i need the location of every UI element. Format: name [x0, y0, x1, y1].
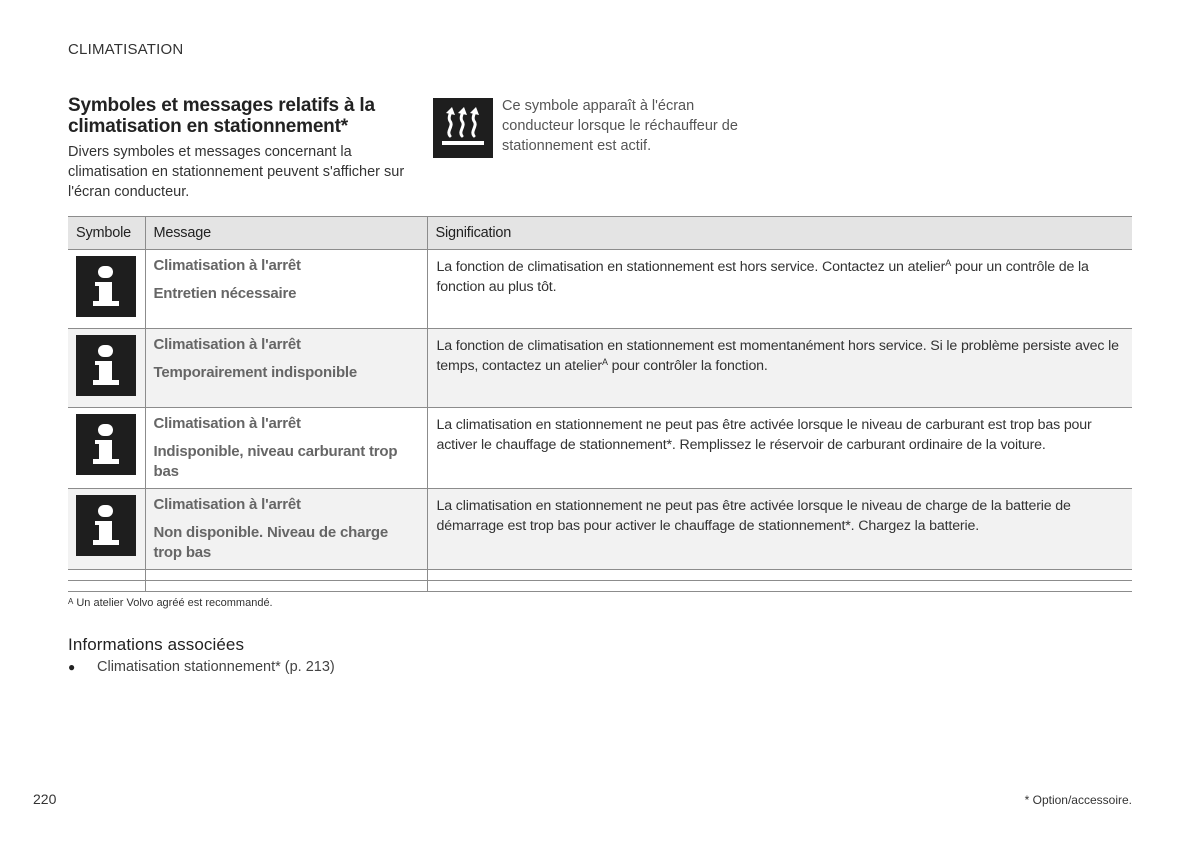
meaning-cell — [427, 250, 1132, 329]
message-cell — [145, 250, 427, 329]
intro-text: Divers symboles et messages concernant la climatisation en stationnement peuvent s'afficher sur l'écran conducteur. — [68, 144, 405, 200]
symbol-cell — [68, 489, 145, 570]
empty-row — [68, 581, 1132, 592]
symbol-cell — [68, 250, 145, 329]
option-note: * Option/accessoire. — [1024, 793, 1132, 807]
meaning-text-end: pour un contrôle de la fonction au plus tôt. — [436, 259, 1089, 295]
messages-table — [68, 216, 1132, 592]
meaning-cell — [427, 329, 1132, 408]
footnote — [68, 597, 273, 609]
related-list — [68, 658, 335, 676]
meaning-text-end: pour contrôler la fonction. — [607, 358, 768, 374]
info-icon — [76, 256, 136, 317]
empty-cell — [68, 581, 145, 592]
empty-row — [68, 570, 1132, 581]
section-header: CLIMATISATION — [68, 41, 184, 58]
footnote-marker: A — [602, 357, 608, 367]
meaning-cell — [427, 408, 1132, 489]
message-detail: Entretien nécessaire — [153, 285, 297, 302]
column-header-symbol: Symbole — [68, 217, 145, 250]
related-link-label[interactable]: Climatisation stationnement* (p. 213) — [97, 659, 335, 675]
message-cell — [145, 329, 427, 408]
column-header-message: Message — [145, 217, 427, 250]
empty-cell — [145, 581, 427, 592]
meaning-text: La climatisation en stationnement ne peut pas être activée lorsque le niveau de charge de la batterie de démarrage est trop bas pour activer le chauffage de stationnement*. Chargez la batterie. — [436, 498, 1071, 534]
table-row — [68, 329, 1132, 408]
symbol-cell — [68, 408, 145, 489]
bullet-icon: ● — [68, 660, 76, 674]
seat-heater-icon — [433, 98, 493, 158]
info-icon — [76, 335, 136, 396]
table-row — [68, 250, 1132, 329]
empty-cell — [68, 570, 145, 581]
message-title: Climatisation à l'arrêt — [153, 257, 301, 274]
table-row — [68, 408, 1132, 489]
intro-block — [68, 95, 408, 202]
footnote-marker: A — [945, 258, 952, 268]
table-row — [68, 489, 1132, 570]
footnote-letter: A — [68, 597, 74, 606]
empty-cell — [427, 570, 1132, 581]
related-link[interactable] — [68, 658, 335, 676]
info-icon — [76, 495, 136, 556]
message-cell — [145, 408, 427, 489]
meaning-text: La fonction de climatisation en stationnement est momentanément hors service. Si le problème persiste avec le temps, contactez un atelier — [436, 338, 1119, 374]
message-title: Climatisation à l'arrêt — [153, 336, 301, 353]
page-number: 220 — [33, 791, 57, 807]
empty-cell — [145, 570, 427, 581]
meaning-text: La climatisation en stationnement ne peut pas être activée lorsque le niveau de carburant est trop bas pour activer le chauffage de stationnement*. Remplissez le réservoir de carburant ordinaire de la voiture. — [436, 417, 1092, 453]
message-cell — [145, 489, 427, 570]
info-icon — [76, 414, 136, 475]
footnote-text: Un atelier Volvo agréé est recommandé. — [76, 597, 273, 609]
message-detail: Temporairement indisponible — [153, 364, 358, 381]
message-detail: Indisponible, niveau carburant trop bas — [153, 443, 398, 480]
meaning-text: La fonction de climatisation en stationnement est hors service. Contactez un atelier — [436, 259, 946, 275]
symbol-description: Ce symbole apparaît à l'écran conducteur lorsque le réchauffeur de stationnement est actif. — [502, 98, 738, 154]
table-header-row — [68, 217, 1132, 250]
meaning-cell — [427, 489, 1132, 570]
related-info-title: Informations associées — [68, 635, 245, 654]
message-title: Climatisation à l'arrêt — [153, 415, 301, 432]
message-title: Climatisation à l'arrêt — [153, 496, 301, 513]
column-header-meaning: Signification — [427, 217, 1132, 250]
symbol-cell — [68, 329, 145, 408]
empty-cell — [427, 581, 1132, 592]
page-title: Symboles et messages relatifs à la climatisation en stationnement* — [68, 95, 375, 137]
message-detail: Non disponible. Niveau de charge trop bas — [153, 524, 388, 561]
